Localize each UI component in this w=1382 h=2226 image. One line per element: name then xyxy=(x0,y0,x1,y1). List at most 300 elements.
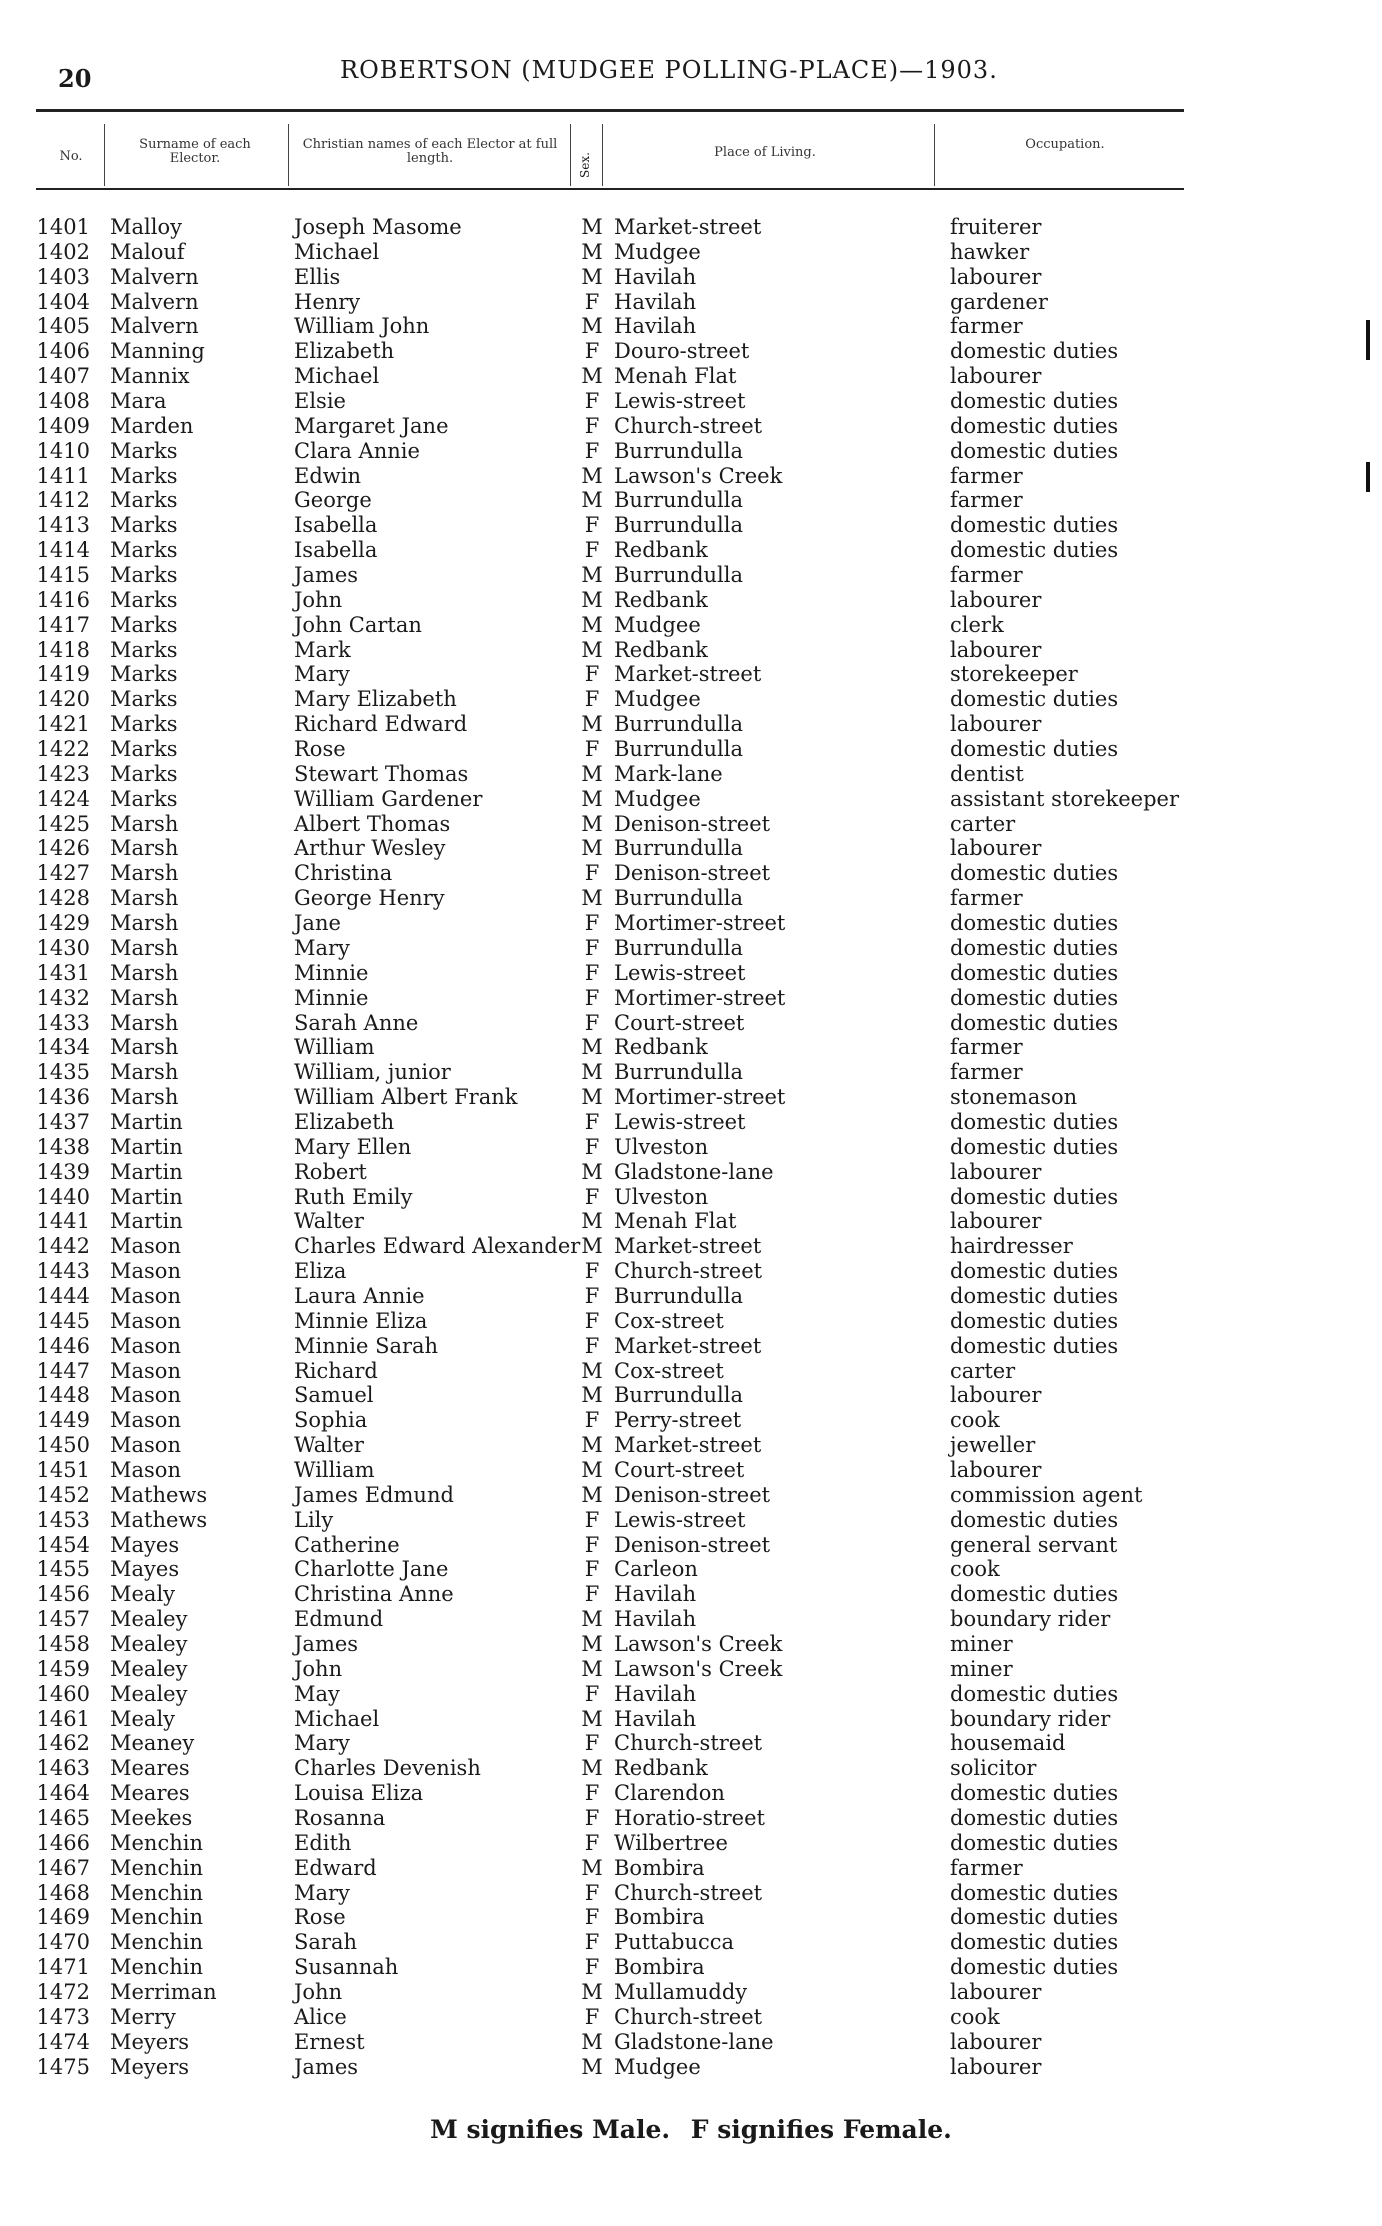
elector-sex: M xyxy=(581,1209,603,1234)
elector-sex: M xyxy=(581,1457,603,1482)
elector-row xyxy=(0,638,1382,663)
elector-sex: M xyxy=(581,314,603,339)
elector-christian-names: Minnie Eliza xyxy=(294,1308,428,1333)
elector-christian-names: Charlotte Jane xyxy=(294,1557,449,1582)
elector-number: 1443 xyxy=(36,1259,90,1284)
elector-christian-names: William, junior xyxy=(294,1060,451,1085)
elector-place: Lewis-street xyxy=(614,389,746,414)
elector-number: 1413 xyxy=(36,513,90,538)
elector-occupation: labourer xyxy=(950,2029,1042,2054)
column-divider xyxy=(934,124,935,186)
elector-place: Ulveston xyxy=(614,1134,709,1159)
elector-surname: Meaney xyxy=(110,1731,195,1756)
elector-number: 1457 xyxy=(36,1607,90,1632)
elector-surname: Menchin xyxy=(110,1955,203,1980)
elector-place: Burrundulla xyxy=(614,836,744,861)
elector-place: Redbank xyxy=(614,587,708,612)
elector-occupation: farmer xyxy=(950,463,1023,488)
elector-surname: Martin xyxy=(110,1209,183,1234)
elector-list xyxy=(0,215,1382,2079)
elector-surname: Malloy xyxy=(110,215,182,239)
elector-place: Market-street xyxy=(614,1433,762,1458)
elector-sex: F xyxy=(584,1781,600,1806)
elector-place: Denison-street xyxy=(614,811,771,836)
elector-row xyxy=(0,762,1382,787)
elector-number: 1459 xyxy=(36,1656,90,1681)
elector-number: 1435 xyxy=(36,1060,90,1085)
elector-number: 1467 xyxy=(36,1855,90,1880)
elector-place: Ulveston xyxy=(614,1184,709,1209)
elector-christian-names: Rose xyxy=(294,1905,346,1930)
elector-place: Church-street xyxy=(614,413,763,438)
elector-occupation: domestic duties xyxy=(950,389,1119,414)
elector-christian-names: Mary xyxy=(294,662,350,687)
elector-row xyxy=(0,1955,1382,1980)
elector-christian-names: John xyxy=(294,1656,343,1681)
elector-sex: M xyxy=(581,1482,603,1507)
elector-surname: Mealey xyxy=(110,1631,188,1656)
elector-place: Mudgee xyxy=(614,687,701,712)
elector-number: 1472 xyxy=(36,1980,90,2005)
elector-surname: Mason xyxy=(110,1358,181,1383)
elector-place: Bombira xyxy=(614,1955,705,1980)
elector-christian-names: Ruth Emily xyxy=(294,1184,413,1209)
elector-number: 1422 xyxy=(36,737,90,762)
column-divider xyxy=(602,124,603,186)
elector-christian-names: Michael xyxy=(294,364,380,389)
elector-occupation: domestic duties xyxy=(950,1781,1119,1806)
elector-sex: M xyxy=(581,239,603,264)
elector-sex: M xyxy=(581,1234,603,1259)
elector-occupation: carter xyxy=(950,811,1016,836)
elector-christian-names: Mark xyxy=(294,637,351,662)
elector-place: Burrundulla xyxy=(614,737,744,762)
elector-occupation: hawker xyxy=(950,239,1030,264)
elector-number: 1425 xyxy=(36,811,90,836)
elector-place: Burrundulla xyxy=(614,488,744,513)
elector-row xyxy=(0,1234,1382,1259)
elector-sex: F xyxy=(584,1880,600,1905)
elector-surname: Marsh xyxy=(110,1060,179,1085)
elector-sex: M xyxy=(581,836,603,861)
elector-christian-names: Rose xyxy=(294,737,346,762)
elector-number: 1465 xyxy=(36,1806,90,1830)
elector-surname: Marsh xyxy=(110,960,179,985)
elector-number: 1409 xyxy=(36,413,90,438)
elector-row xyxy=(0,2055,1382,2080)
elector-row xyxy=(0,1284,1382,1309)
elector-row xyxy=(0,1806,1382,1831)
elector-surname: Martin xyxy=(110,1109,183,1134)
elector-christian-names: William xyxy=(294,1457,375,1482)
elector-sex: M xyxy=(581,1383,603,1408)
elector-row xyxy=(0,1383,1382,1408)
elector-christian-names: Margaret Jane xyxy=(294,413,449,438)
elector-occupation: stonemason xyxy=(950,1085,1078,1110)
elector-number: 1438 xyxy=(36,1134,90,1159)
elector-occupation: domestic duties xyxy=(950,513,1119,538)
elector-sex: F xyxy=(584,538,600,563)
elector-occupation: domestic duties xyxy=(950,1507,1119,1532)
elector-sex: M xyxy=(581,364,603,389)
elector-surname: Mathews xyxy=(110,1482,208,1507)
elector-christian-names: Joseph Masome xyxy=(294,215,462,239)
elector-place: Puttabucca xyxy=(614,1930,735,1955)
elector-place: Mark-lane xyxy=(614,761,723,786)
elector-sex: F xyxy=(584,1731,600,1756)
elector-place: Clarendon xyxy=(614,1781,725,1806)
elector-place: Mudgee xyxy=(614,239,701,264)
elector-number: 1474 xyxy=(36,2029,90,2054)
elector-christian-names: Edmund xyxy=(294,1607,384,1632)
elector-surname: Marden xyxy=(110,413,194,438)
elector-christian-names: Rosanna xyxy=(294,1806,386,1830)
elector-surname: Mason xyxy=(110,1308,181,1333)
elector-occupation: labourer xyxy=(950,264,1042,289)
page-title: ROBERTSON (MUDGEE POLLING-PLACE)—1903. xyxy=(340,56,998,84)
elector-number: 1455 xyxy=(36,1557,90,1582)
elector-occupation: domestic duties xyxy=(950,1109,1119,1134)
elector-row xyxy=(0,911,1382,936)
elector-sex: F xyxy=(584,1283,600,1308)
elector-sex: M xyxy=(581,1358,603,1383)
elector-row xyxy=(0,1110,1382,1135)
elector-christian-names: Henry xyxy=(294,289,361,314)
elector-row xyxy=(0,538,1382,563)
elector-sex: F xyxy=(584,861,600,886)
column-header-sex: Sex. xyxy=(578,152,592,178)
top-rule xyxy=(36,109,1184,112)
elector-place: Menah Flat xyxy=(614,364,737,389)
elector-christian-names: Ernest xyxy=(294,2029,365,2054)
elector-row xyxy=(0,1160,1382,1185)
margin-mark xyxy=(1366,462,1370,492)
elector-occupation: labourer xyxy=(950,1159,1042,1184)
elector-christian-names: Edwin xyxy=(294,463,361,488)
elector-row xyxy=(0,1682,1382,1707)
elector-sex: F xyxy=(584,1308,600,1333)
elector-surname: Martin xyxy=(110,1184,183,1209)
elector-sex: F xyxy=(584,2004,600,2029)
elector-surname: Marks xyxy=(110,563,178,588)
elector-christian-names: Alice xyxy=(294,2004,347,2029)
elector-surname: Malvern xyxy=(110,289,199,314)
elector-number: 1429 xyxy=(36,911,90,936)
elector-sex: F xyxy=(584,289,600,314)
elector-number: 1433 xyxy=(36,1010,90,1035)
elector-place: Denison-street xyxy=(614,1482,771,1507)
elector-surname: Marks xyxy=(110,637,178,662)
elector-place: Redbank xyxy=(614,637,708,662)
elector-row xyxy=(0,364,1382,389)
elector-occupation: hairdresser xyxy=(950,1234,1073,1259)
elector-surname: Meares xyxy=(110,1781,190,1806)
elector-sex: F xyxy=(584,1582,600,1607)
elector-occupation: farmer xyxy=(950,314,1023,339)
elector-occupation: domestic duties xyxy=(950,1806,1119,1830)
page-number: 20 xyxy=(58,64,92,93)
elector-place: Havilah xyxy=(614,1582,697,1607)
elector-row xyxy=(0,1483,1382,1508)
elector-occupation: carter xyxy=(950,1358,1016,1383)
elector-row xyxy=(0,687,1382,712)
elector-christian-names: Charles Devenish xyxy=(294,1756,481,1781)
column-divider xyxy=(288,124,289,186)
elector-place: Havilah xyxy=(614,1681,697,1706)
elector-sex: M xyxy=(581,1706,603,1731)
elector-sex: F xyxy=(584,438,600,463)
header-rule xyxy=(36,188,1184,190)
elector-sex: M xyxy=(581,563,603,588)
elector-occupation: labourer xyxy=(950,712,1042,737)
elector-place: Mudgee xyxy=(614,612,701,637)
elector-number: 1431 xyxy=(36,960,90,985)
elector-row xyxy=(0,2005,1382,2030)
elector-occupation: domestic duties xyxy=(950,861,1119,886)
elector-surname: Marks xyxy=(110,463,178,488)
elector-christian-names: Michael xyxy=(294,239,380,264)
elector-surname: Marks xyxy=(110,488,178,513)
elector-number: 1414 xyxy=(36,538,90,563)
elector-christian-names: John xyxy=(294,1980,343,2005)
elector-place: Havilah xyxy=(614,314,697,339)
elector-occupation: labourer xyxy=(950,587,1042,612)
elector-place: Burrundulla xyxy=(614,1383,744,1408)
elector-occupation: gardener xyxy=(950,289,1048,314)
elector-sex: M xyxy=(581,1607,603,1632)
elector-sex: M xyxy=(581,215,603,239)
elector-surname: Marks xyxy=(110,438,178,463)
elector-row xyxy=(0,662,1382,687)
elector-number: 1412 xyxy=(36,488,90,513)
elector-place: Mortimer-street xyxy=(614,911,786,936)
margin-mark xyxy=(1366,320,1370,360)
column-header-no: No. xyxy=(59,149,83,164)
elector-sex: M xyxy=(581,612,603,637)
elector-row xyxy=(0,1856,1382,1881)
elector-place: Redbank xyxy=(614,538,708,563)
elector-row xyxy=(0,1408,1382,1433)
elector-surname: Marsh xyxy=(110,861,179,886)
elector-christian-names: Elizabeth xyxy=(294,339,395,364)
elector-row xyxy=(0,215,1382,240)
elector-occupation: cook xyxy=(950,1408,1000,1433)
elector-occupation: domestic duties xyxy=(950,1830,1119,1855)
elector-place: Cox-street xyxy=(614,1308,724,1333)
elector-place: Mullamuddy xyxy=(614,1980,748,2005)
elector-sex: F xyxy=(584,413,600,438)
elector-place: Burrundulla xyxy=(614,935,744,960)
elector-occupation: domestic duties xyxy=(950,985,1119,1010)
elector-christian-names: Laura Annie xyxy=(294,1283,425,1308)
elector-surname: Marsh xyxy=(110,1085,179,1110)
elector-sex: F xyxy=(584,1681,600,1706)
elector-christian-names: Mary xyxy=(294,1880,350,1905)
elector-occupation: domestic duties xyxy=(950,1259,1119,1284)
elector-place: Redbank xyxy=(614,1756,708,1781)
elector-surname: Malouf xyxy=(110,239,185,264)
elector-occupation: domestic duties xyxy=(950,1308,1119,1333)
elector-number: 1408 xyxy=(36,389,90,414)
elector-surname: Menchin xyxy=(110,1880,203,1905)
elector-surname: Marks xyxy=(110,737,178,762)
elector-surname: Mealey xyxy=(110,1656,188,1681)
elector-sex: M xyxy=(581,886,603,911)
elector-number: 1449 xyxy=(36,1408,90,1433)
elector-surname: Martin xyxy=(110,1159,183,1184)
elector-number: 1403 xyxy=(36,264,90,289)
elector-christian-names: Louisa Eliza xyxy=(294,1781,424,1806)
elector-sex: M xyxy=(581,587,603,612)
elector-occupation: labourer xyxy=(950,2054,1042,2079)
elector-surname: Meares xyxy=(110,1756,190,1781)
elector-number: 1440 xyxy=(36,1184,90,1209)
elector-surname: Mason xyxy=(110,1234,181,1259)
male-legend: M signifies Male. xyxy=(430,2115,671,2144)
elector-sex: M xyxy=(581,1433,603,1458)
elector-place: Havilah xyxy=(614,264,697,289)
elector-occupation: domestic duties xyxy=(950,438,1119,463)
elector-sex: F xyxy=(584,960,600,985)
elector-occupation: domestic duties xyxy=(950,538,1119,563)
elector-place: Court-street xyxy=(614,1457,745,1482)
elector-surname: Mealy xyxy=(110,1706,176,1731)
elector-row xyxy=(0,1632,1382,1657)
elector-surname: Mara xyxy=(110,389,167,414)
elector-christian-names: Edward xyxy=(294,1855,377,1880)
elector-occupation: miner xyxy=(950,1656,1013,1681)
elector-sex: F xyxy=(584,1408,600,1433)
elector-place: Carleon xyxy=(614,1557,698,1582)
elector-place: Denison-street xyxy=(614,1532,771,1557)
elector-occupation: domestic duties xyxy=(950,413,1119,438)
elector-christian-names: William Gardener xyxy=(294,786,483,811)
elector-number: 1453 xyxy=(36,1507,90,1532)
elector-number: 1426 xyxy=(36,836,90,861)
elector-row xyxy=(0,1930,1382,1955)
elector-christian-names: Mary Ellen xyxy=(294,1134,412,1159)
column-header-christian: Christian names of each Elector at full length. xyxy=(302,137,558,166)
elector-place: Market-street xyxy=(614,215,762,239)
elector-occupation: boundary rider xyxy=(950,1607,1111,1632)
elector-occupation: domestic duties xyxy=(950,1681,1119,1706)
elector-christian-names: Stewart Thomas xyxy=(294,761,469,786)
elector-occupation: labourer xyxy=(950,836,1042,861)
elector-place: Mudgee xyxy=(614,2054,701,2079)
elector-place: Burrundulla xyxy=(614,1060,744,1085)
elector-sex: F xyxy=(584,1134,600,1159)
elector-christian-names: Lily xyxy=(294,1507,334,1532)
elector-place: Gladstone-lane xyxy=(614,1159,774,1184)
elector-place: Lewis-street xyxy=(614,1507,746,1532)
elector-number: 1411 xyxy=(36,463,90,488)
elector-number: 1404 xyxy=(36,289,90,314)
elector-sex: F xyxy=(584,1557,600,1582)
elector-surname: Marsh xyxy=(110,1035,179,1060)
elector-place: Havilah xyxy=(614,1706,697,1731)
elector-number: 1428 xyxy=(36,886,90,911)
elector-christian-names: Albert Thomas xyxy=(294,811,451,836)
elector-number: 1444 xyxy=(36,1283,90,1308)
elector-occupation: domestic duties xyxy=(950,1184,1119,1209)
elector-occupation: domestic duties xyxy=(950,339,1119,364)
elector-christian-names: William xyxy=(294,1035,375,1060)
elector-number: 1417 xyxy=(36,612,90,637)
elector-occupation: jeweller xyxy=(950,1433,1036,1458)
elector-number: 1401 xyxy=(36,215,90,239)
elector-christian-names: Sophia xyxy=(294,1408,368,1433)
elector-occupation: farmer xyxy=(950,1035,1023,1060)
elector-sex: M xyxy=(581,2054,603,2079)
elector-christian-names: Clara Annie xyxy=(294,438,420,463)
elector-sex: F xyxy=(584,1333,600,1358)
elector-surname: Manning xyxy=(110,339,205,364)
elector-sex: F xyxy=(584,1905,600,1930)
elector-row xyxy=(0,1185,1382,1210)
elector-christian-names: James xyxy=(294,2054,359,2079)
elector-occupation: labourer xyxy=(950,1457,1042,1482)
elector-sex: M xyxy=(581,1756,603,1781)
elector-row xyxy=(0,1085,1382,1110)
elector-place: Mortimer-street xyxy=(614,985,786,1010)
elector-occupation: domestic duties xyxy=(950,1582,1119,1607)
elector-number: 1452 xyxy=(36,1482,90,1507)
elector-place: Bombira xyxy=(614,1855,705,1880)
elector-row xyxy=(0,1309,1382,1334)
elector-place: Mudgee xyxy=(614,786,701,811)
elector-christian-names: Elsie xyxy=(294,389,346,414)
elector-occupation: domestic duties xyxy=(950,935,1119,960)
elector-occupation: farmer xyxy=(950,563,1023,588)
elector-occupation: commission agent xyxy=(950,1482,1143,1507)
elector-surname: Meyers xyxy=(110,2029,190,2054)
elector-sex: F xyxy=(584,935,600,960)
elector-christian-names: George xyxy=(294,488,372,513)
elector-number: 1416 xyxy=(36,587,90,612)
elector-christian-names: George Henry xyxy=(294,886,445,911)
elector-occupation: farmer xyxy=(950,886,1023,911)
elector-place: Burrundulla xyxy=(614,1283,744,1308)
elector-surname: Marsh xyxy=(110,811,179,836)
elector-place: Redbank xyxy=(614,1035,708,1060)
elector-number: 1418 xyxy=(36,637,90,662)
elector-row xyxy=(0,1209,1382,1234)
elector-place: Burrundulla xyxy=(614,513,744,538)
elector-occupation: labourer xyxy=(950,1980,1042,2005)
elector-christian-names: Isabella xyxy=(294,538,378,563)
elector-sex: F xyxy=(584,339,600,364)
elector-number: 1437 xyxy=(36,1109,90,1134)
elector-sex: M xyxy=(581,1159,603,1184)
elector-surname: Marks xyxy=(110,786,178,811)
elector-sex: F xyxy=(584,1830,600,1855)
elector-row xyxy=(0,1334,1382,1359)
elector-surname: Marks xyxy=(110,712,178,737)
elector-occupation: domestic duties xyxy=(950,960,1119,985)
elector-occupation: assistant storekeeper xyxy=(950,786,1179,811)
elector-occupation: boundary rider xyxy=(950,1706,1111,1731)
elector-occupation: farmer xyxy=(950,1060,1023,1085)
elector-number: 1473 xyxy=(36,2004,90,2029)
elector-row xyxy=(0,737,1382,762)
elector-row xyxy=(0,1657,1382,1682)
elector-row xyxy=(0,1060,1382,1085)
elector-place: Horatio-street xyxy=(614,1806,765,1830)
elector-place: Church-street xyxy=(614,1259,763,1284)
elector-sex: M xyxy=(581,264,603,289)
elector-christian-names: Isabella xyxy=(294,513,378,538)
elector-place: Havilah xyxy=(614,1607,697,1632)
